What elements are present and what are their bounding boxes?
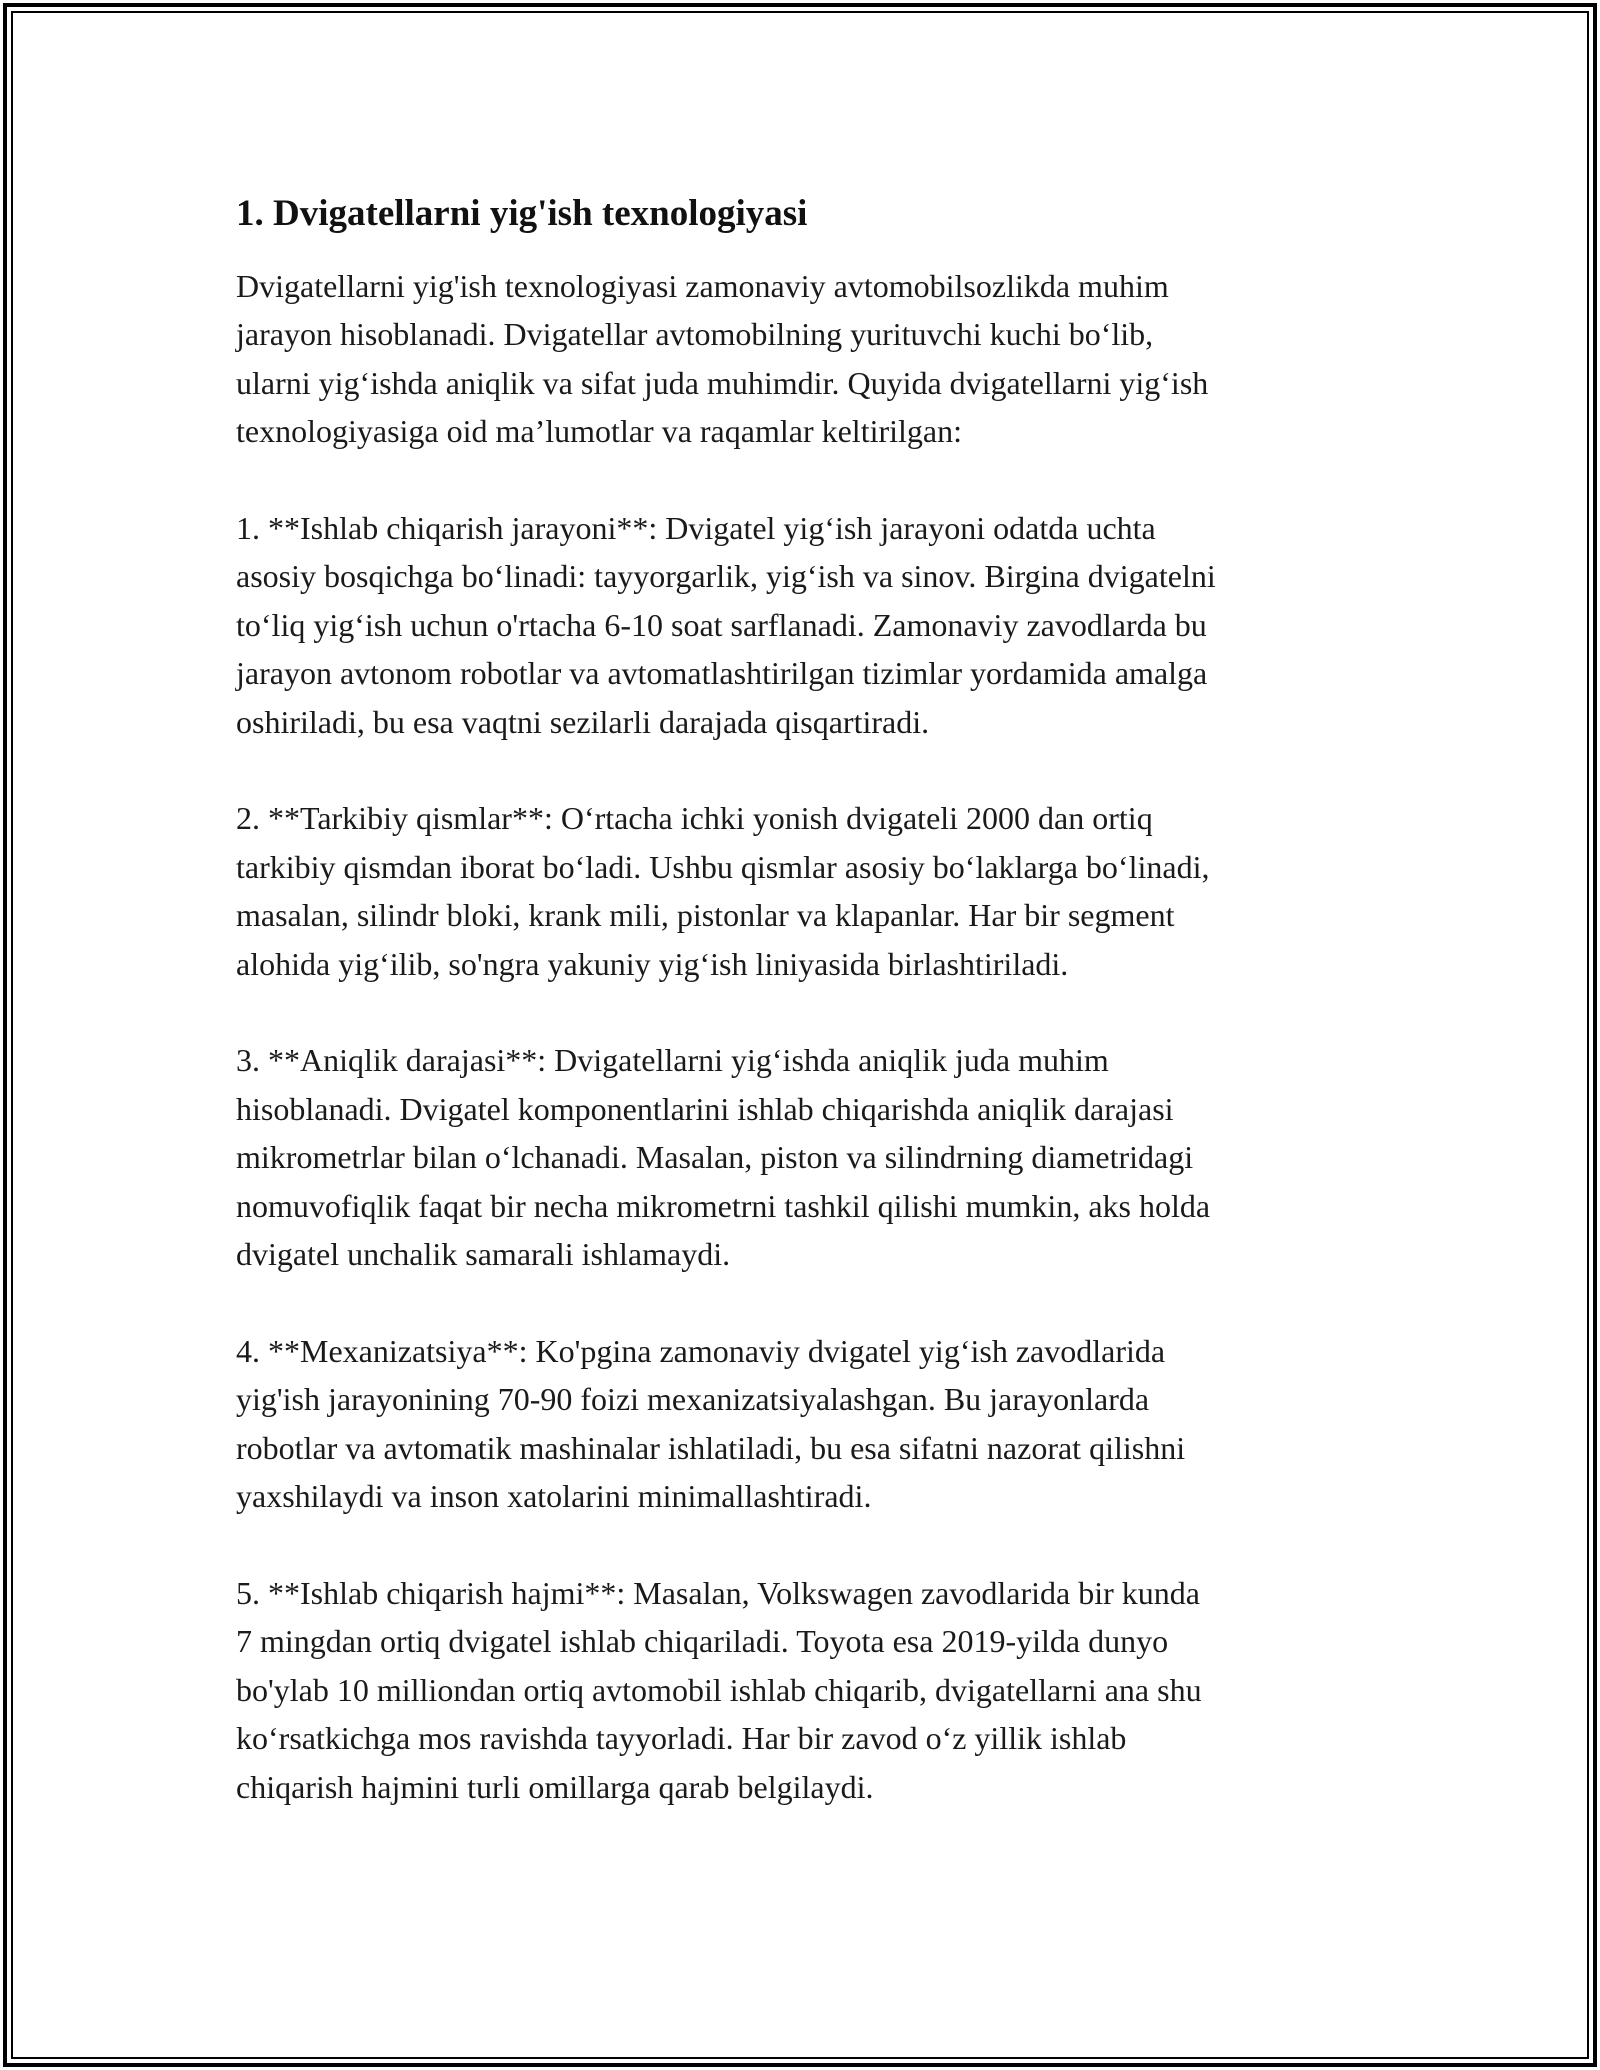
document-body — [236, 188, 1376, 1811]
document-title: 1. Dvigatellarni yig'ish texnologiyasi — [236, 193, 808, 234]
paragraph-precision: 3. **Aniqlik darajasi**: Dvigatellarni yig‘ishda aniqlik juda muhim hisoblanadi. Dvigatel komponentlarini ishlab chiqarishda aniqlik darajasi mikrometrlar bilan o‘lchanadi. Masalan, piston va silindrning diametridagi nomuvofiqlik faqat bir necha mikrometrni tashkil qilishi mumkin, aks holda dvigatel unchalik samarali ishlamaydi. — [236, 1042, 1211, 1273]
paragraph-components: 2. **Tarkibiy qismlar**: O‘rtacha ichki yonish dvigateli 2000 dan ortiq tarkibiy qismdan iborat bo‘ladi. Ushbu qismlar asosiy bo‘laklarga bo‘linadi, masalan, silindr bloki, krank mili, pistonlar va klapanlar. Har bir segment alohida yig‘ilib, so'ngra yakuniy yig‘ish liniyasida birlashtiriladi. — [236, 800, 1210, 982]
paragraph-production-volume: 5. **Ishlab chiqarish hajmi**: Masalan, Volkswagen zavodlarida bir kunda 7 mingdan ortiq dvigatel ishlab chiqariladi. Toyota esa 2019-yilda dunyo bo'ylab 10 milliondan ortiq avtomobil ishlab chiqarib, dvigatellarni ana shu ko‘rsatkichga mos ravishda tayyorladi. Har bir zavod o‘z yillik ishlab chiqarish hajmini turli omillarga qarab belgilaydi. — [236, 1574, 1202, 1805]
intro-paragraph: Dvigatellarni yig'ish texnologiyasi zamonaviy avtomobilsozlikda muhim jarayon hisoblanadi. Dvigatellar avtomobilning yurituvchi kuchi bo‘lib, ularni yig‘ishda aniqlik va sifat juda muhimdir. Quyida dvigatellarni yig‘ish texnologiyasiga oid ma’lumotlar va raqamlar keltirilgan: — [236, 268, 1209, 450]
paragraph-mechanization: 4. **Mexanizatsiya**: Ko'pgina zamonaviy dvigatel yig‘ish zavodlarida yig'ish jarayonining 70-90 foizi mexanizatsiyalashgan. Bu jarayonlarda robotlar va avtomatik mashinalar ishlatiladi, bu esa sifatni nazorat qilishni yaxshilaydi va inson xatolarini minimallashtiradi. — [236, 1332, 1186, 1515]
paragraph-production-process: 1. **Ishlab chiqarish jarayoni**: Dvigatel yig‘ish jarayoni odatda uchta asosiy bosqichga bo‘linadi: tayyorgarlik, yig‘ish va sinov. Birgina dvigatelni to‘liq yig‘ish uchun o'rtacha 6-10 soat sarflanadi. Zamonaviy zavodlarda bu jarayon avtonom robotlar va avtomatlashtirilgan tizimlar yordamida amalga oshiriladi, bu esa vaqtni sezilarli darajada qisqartiradi. — [236, 510, 1216, 740]
